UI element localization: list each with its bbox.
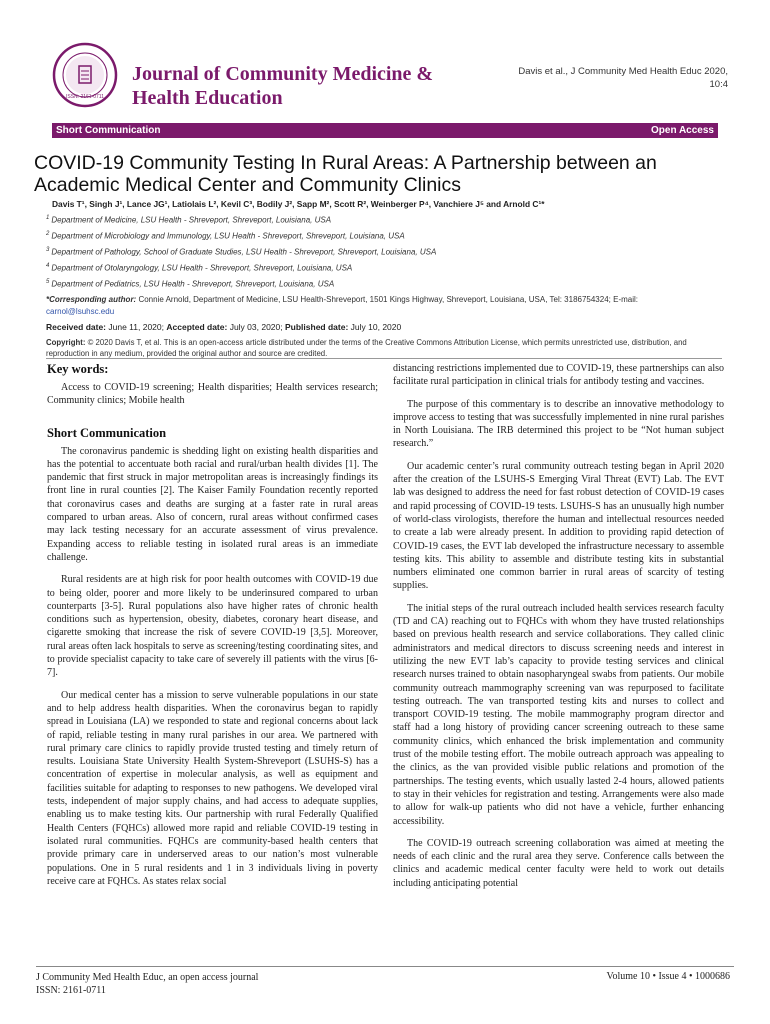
body-paragraph: Rural residents are at high risk for poor health outcomes with COVID-19 due to being older, poorer and more likely to be underinsured compared to urban counterparts [3-5]. Rural populations also have higher rates of chronic health conditions such as hypertension, obesity, diabetes, coronary heart disease, and cigarette smoking that increase the risk of severe COVID-19 [3,5]. Moreover, rural areas often lack hospitals to serve as screening/testing coordinating sites, and to provide specialist capacity to take care of severely ill patients with the virus [6-7].: [47, 574, 378, 679]
email-link[interactable]: carnol@lsuhsc.edu: [46, 307, 115, 316]
affiliation-item: $^2$ Department of Microbiology and Immunology, LSU Health - Shreveport, Shreveport, Louisiana, USA: [46, 231, 405, 241]
article-dates: Received date: June 11, 2020; Accepted date: July 03, 2020; Published date: July 10, 2020: [46, 322, 402, 332]
open-access-label: Open Access: [651, 125, 714, 136]
affiliation-item: $^1$ Department of Medicine, LSU Health - Shreveport, Shreveport, Louisiana, USA: [46, 215, 332, 225]
corresponding-label: *Corresponding author:: [46, 295, 137, 304]
keywords-heading: Key words:: [47, 362, 109, 376]
body-paragraph: Our medical center has a mission to serve vulnerable populations in our state and to help address health disparities. When the coronavirus began to rapidly spread in Louisiana (LA) we responded to state and regional concerns about lack of rapid, reliable testing in many rural parishes in our area. We partnered with rural primary care clinics to rapidly provide trusted testing and timely return of results. Louisiana State University Health System-Shreveport (LSUHS-S) has a concentration of expertise in molecular analysis, as well as equipment and facilities suitable for adapting to responses to new pathogens. We developed viral tests, independent of major supply chains, and had access to adequate supplies, enabling us to make testing kits. Our partnership with rural Federally Qualified Health Centers (FQHCs) allowed more rapid and reliable COVID-19 testing in isolated rural communities. FQHCs are community-based health centers that provide primary care in underserved areas to our nation’s most vulnerable populations. One in 5 rural residents and 1 in 3 individuals living in poverty receive care at FQHCs. As states relax social: [47, 689, 378, 887]
left-column: [47, 362, 378, 897]
affiliation-item: $^5$ Department of Pediatrics, LSU Health - Shreveport, Shreveport, Louisiana, USA: [46, 279, 335, 289]
section-heading: Short Communication: [47, 425, 167, 440]
section-divider: [46, 358, 722, 359]
corresponding-text: Connie Arnold, Department of Medicine, LSU Health-Shreveport, 1501 Kings Highway, Shreveport, Louisiana, USA, Tel: 3186754324; E-mail:: [138, 295, 638, 304]
affiliation-item: $^4$ Department of Otolaryngology, LSU Health - Shreveport, Shreveport, Louisiana, USA: [46, 263, 353, 273]
body-paragraph: The initial steps of the rural outreach included health services research faculty (TD and CA) reaching out to FQHCs with whom they have trusted relationships based on previous health research and service collaborations. They called clinic administrators and medical directors to discuss screening needs and interest in utilizing the new EVT lab’s capacity to provide testing services and clinical research nurses trained to obtain nasopharyngeal swabs from patients. Our mobile community outreach mammography screening van was repurposed to facilitate testing outreach. The van transported testing kits and nurses to collect and transport COVID-19 testing. The mobile mammography program director and staff had a long history of providing cancer screening outreach to these same community clinics, which enhanced the brisk implementation and community trust of the mobile testing effort. The mobile outreach approach was appealing to the clinics, as the van provided visible public relations and promotion of the partnerships. The testing events, which usually lasted 2-4 hours, allowed patients to stay in their vehicles for registration and testing. Arrangements were also made to allow for walk-up patients who did not have a vehicle, further enhancing accessibility.: [393, 602, 724, 827]
footer-divider: [36, 966, 734, 967]
corresponding-author: [46, 294, 726, 318]
footer-journal-info: J Community Med Health Educ, an open access journal ISSN: 2161-0711: [36, 972, 259, 996]
keywords-text: Access to COVID-19 screening; Health disparities; Health services research; Community clinics; Mobile health: [47, 382, 378, 407]
right-column: [393, 362, 724, 899]
body-paragraph: The purpose of this commentary is to describe an innovative methodology to improve access to testing that was successfully implemented in nine rural parishes in North Louisiana. The IRB determined this project to be “Not human subject research.”: [393, 398, 724, 450]
journal-logo-icon: [52, 42, 118, 108]
affiliations: [46, 213, 736, 293]
affiliation-item: $^3$ Department of Pathology, School of Graduate Studies, LSU Health - Shreveport, Shreveport, Louisiana, USA: [46, 247, 437, 257]
article-type-banner: [52, 123, 718, 138]
logo-issn: ISSN: 2161-0711: [66, 94, 104, 100]
author-list: Davis T¹, Singh J¹, Lance JG¹, Latiolais L², Kevil C³, Bodily J², Sapp M², Scott R², Weinberger P⁴, Vanchiere J⁵ and Arnold C¹*: [52, 199, 545, 209]
body-paragraph: Our academic center’s rural community outreach testing began in April 2020 after the creation of the LSUHS-S Emerging Viral Threat (EVT) Lab. The EVT lab was designed to address the need for fast robust detection of COVID-19 cases and rapid processing of COVID-19 tests. LSUHS-S has an unusually high number of world-class virologists, therefore the human and intellectual resources needed to create a lab were already present. In addition to providing rapid detection of COVID-19 cases, the EVT lab developed the infrastructure necessary to assemble testing kits. This ability to assemble and distribute testing kits in substantial numbers eliminated one common barrier in rural areas of scarcity of testing supplies.: [393, 460, 724, 592]
body-paragraph: The coronavirus pandemic is shedding light on existing health disparities and has the potential to accentuate both racial and rural/urban health divides [1]. The pandemic that first struck in major metropolitan areas is increasingly findings its front line in rural counties [2]. The Kaiser Family Foundation recently reported that coronavirus cases and deaths are surging at a faster rate in rural areas compared to urban areas. Also of concern, rural areas without confirmed cases may lack testing necessary for an accurate assessment of virus prevalence. Expanding access to reliable testing in isolated rural areas is an immediate challenge.: [47, 445, 378, 563]
body-paragraph: The COVID-19 outreach screening collaboration was aimed at meeting the needs of each clinic and the rural area they serve. Conference calls between the clinics and academic medical center faculty were held to work out details including anticipating potential: [393, 837, 724, 889]
article-type-label: Short Communication: [56, 125, 161, 136]
copyright-notice: Copyright: © 2020 Davis T, et al. This is an open-access article distributed under the terms of the Creative Commons Attribution License, which permits unrestricted use, distribution, and reproduction in any medium, provided the original author and source are credited.: [46, 338, 687, 358]
article-title: COVID-19 Community Testing In Rural Areas: A Partnership between an Academic Medical Center and Community Clinics: [34, 152, 657, 196]
footer-volume-info: Volume 10 • Issue 4 • 1000686: [606, 971, 730, 982]
body-paragraph: distancing restrictions implemented due to COVID-19, these partnerships can also facilitate rural participation in clinical trials for antibody testing and vaccines.: [393, 363, 724, 388]
journal-name: Journal of Community Medicine & Health Education: [132, 63, 434, 109]
journal-header: [52, 40, 732, 120]
citation: Davis et al., J Community Med Health Educ 2020, 10:4: [518, 66, 728, 90]
